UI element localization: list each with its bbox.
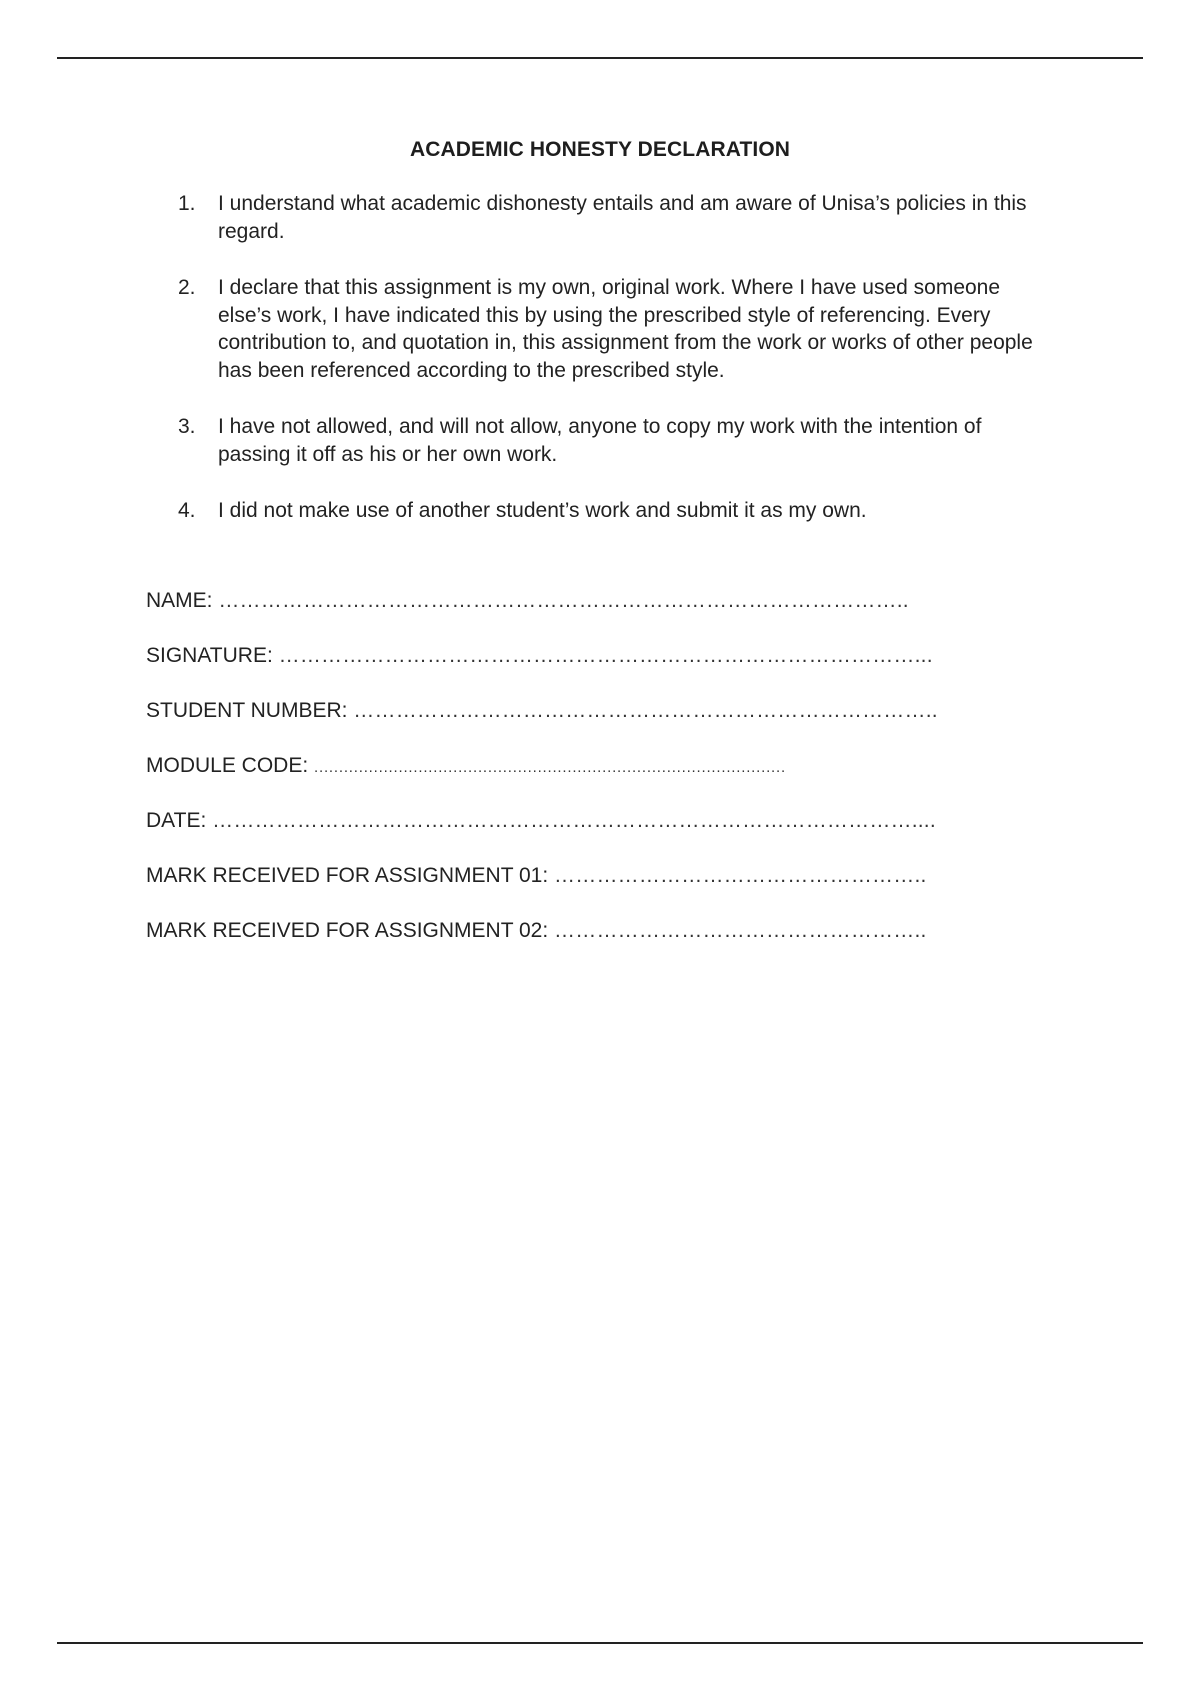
mark-assignment-02-field[interactable] bbox=[146, 917, 1046, 945]
declaration-text: I did not make use of another student’s work and submit it as my own. bbox=[218, 499, 867, 522]
declaration-item-4 bbox=[178, 497, 1058, 525]
mark-assignment-01-field[interactable] bbox=[146, 862, 1046, 890]
date-fill-line[interactable]: ……………………………………………………………………………………….... bbox=[212, 809, 936, 832]
declaration-number: 4. bbox=[178, 499, 196, 522]
declaration-text: I understand what academic dishonesty entails and am aware of Unisa’s policies in this regard. bbox=[218, 192, 1027, 243]
name-label: NAME: bbox=[146, 589, 219, 612]
student-number-field[interactable] bbox=[146, 697, 1046, 725]
declaration-text: I have not allowed, and will not allow, anyone to copy my work with the intention of passing it off as his or her own work. bbox=[218, 415, 982, 466]
bottom-divider bbox=[57, 1642, 1143, 1644]
mark-assignment-01-label: MARK RECEIVED FOR ASSIGNMENT 01: bbox=[146, 864, 555, 887]
mark-assignment-02-fill-line[interactable]: …………………………………………….. bbox=[554, 919, 927, 942]
declaration-number: 2. bbox=[178, 276, 196, 299]
declaration-number: 1. bbox=[178, 192, 196, 215]
module-code-fill-line[interactable]: ............................................................................................... bbox=[314, 759, 786, 776]
mark-assignment-02-label: MARK RECEIVED FOR ASSIGNMENT 02: bbox=[146, 919, 555, 942]
name-field[interactable] bbox=[146, 587, 1046, 615]
declaration-list bbox=[178, 190, 1058, 554]
declaration-text: I declare that this assignment is my own, original work. Where I have used someone else’s work, I have indicated this by using the prescribed style of referencing. Every contribution to, and quotation in, this assignment from the work or works of other people has been referenced according to the prescribed style. bbox=[218, 276, 1033, 382]
module-code-field[interactable] bbox=[146, 752, 1046, 780]
student-number-label: STUDENT NUMBER: bbox=[146, 699, 354, 722]
declaration-item-1 bbox=[178, 190, 1058, 245]
signature-field[interactable] bbox=[146, 642, 1046, 670]
declaration-number: 3. bbox=[178, 415, 196, 438]
declaration-item-3 bbox=[178, 413, 1058, 468]
module-code-label: MODULE CODE: bbox=[146, 754, 315, 777]
declaration-item-2 bbox=[178, 274, 1058, 384]
date-label: DATE: bbox=[146, 809, 213, 832]
name-fill-line[interactable]: …………………………………………………………………………………….. bbox=[218, 589, 909, 612]
date-field[interactable] bbox=[146, 807, 1046, 835]
page-title: ACADEMIC HONESTY DECLARATION bbox=[409, 138, 791, 161]
student-number-fill-line[interactable]: ……………………………………………………………………….. bbox=[353, 699, 938, 722]
declaration-fields bbox=[146, 587, 1046, 972]
signature-label: SIGNATURE: bbox=[146, 644, 279, 667]
signature-fill-line[interactable]: ………………………………………………………………………………... bbox=[278, 644, 933, 667]
mark-assignment-01-fill-line[interactable]: …………………………………………….. bbox=[554, 864, 927, 887]
top-divider bbox=[57, 57, 1143, 59]
